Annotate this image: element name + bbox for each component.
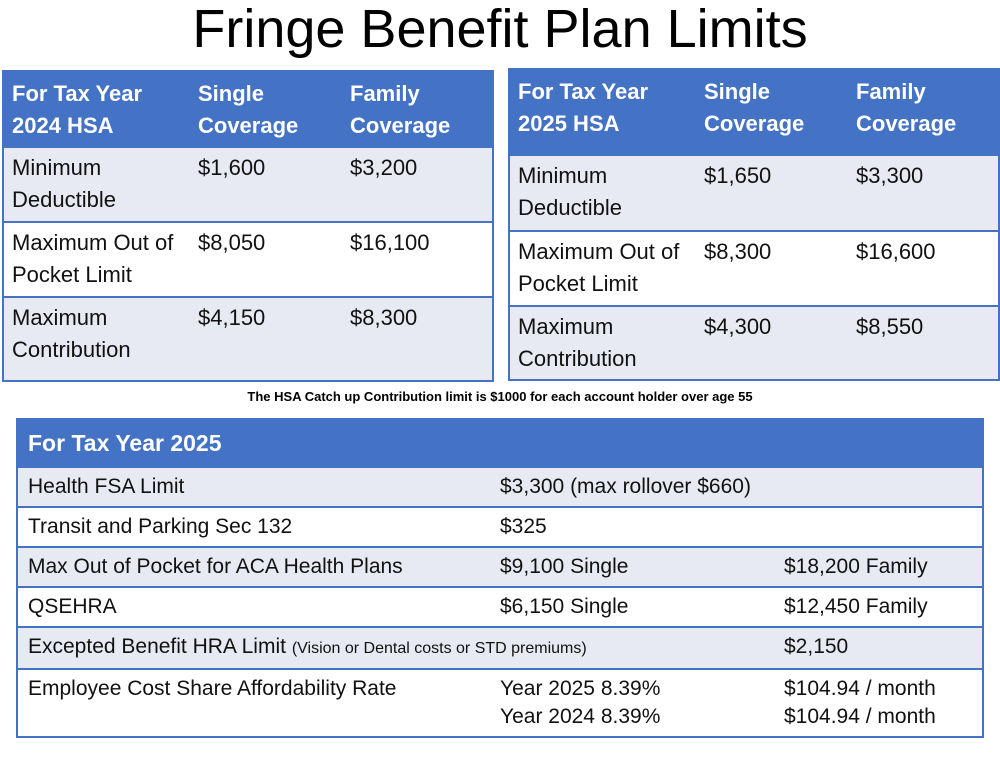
row-label: Maximum Contribution [3, 297, 190, 381]
family-value: $3,300 [848, 155, 999, 231]
row-label: Maximum Contribution [509, 306, 696, 380]
table-row [509, 231, 999, 306]
single-value: $4,300 [696, 306, 848, 380]
limit-label: Excepted Benefit HRA Limit [28, 635, 286, 658]
row-label [17, 627, 774, 669]
single-value: $4,150 [190, 297, 342, 381]
table-header-row [509, 69, 999, 155]
family-value: $16,100 [342, 222, 493, 297]
limit-label: Transit and Parking Sec 132 [28, 515, 293, 538]
row-label [17, 669, 490, 737]
header-cell-family: Family Coverage [342, 71, 493, 147]
family-value: $16,600 [848, 231, 999, 306]
catchup-note: The HSA Catch up Contribution limit is $1000 for each account holder over age 55 [247, 389, 753, 404]
family-value: $3,200 [342, 147, 493, 222]
limit-label: Max Out of Pocket for ACA Health Plans [28, 555, 403, 578]
single-value: $1,600 [190, 147, 342, 222]
table-row [3, 297, 493, 381]
monthly-2024: $104.94 / month [784, 705, 936, 728]
limit-value-2 [774, 669, 983, 737]
limit-value: $3,300 (max rollover $660) [490, 467, 983, 507]
header-cell-year: For Tax Year 2025 HSA [509, 69, 696, 155]
table-row [3, 147, 493, 222]
family-value: $8,300 [342, 297, 493, 381]
rate-2024: Year 2024 8.39% [500, 705, 661, 728]
row-label [17, 587, 490, 627]
header-cell-single: Single Coverage [696, 69, 848, 155]
table-row [17, 627, 983, 669]
row-label: Minimum Deductible [3, 147, 190, 222]
limit-value: $9,100 Single [490, 547, 774, 587]
limit-value-2: $12,450 Family [774, 587, 983, 627]
limit-value-2 [774, 507, 983, 547]
single-value: $8,300 [696, 231, 848, 306]
rate-2025: Year 2025 8.39% [500, 677, 661, 700]
table-row [509, 155, 999, 231]
hsa-2025-table [508, 68, 1000, 381]
other-limits-table [16, 418, 984, 738]
limit-value [490, 669, 774, 737]
header-cell-single: Single Coverage [190, 71, 342, 147]
table-header-row [17, 419, 983, 467]
single-value: $8,050 [190, 222, 342, 297]
row-label [17, 467, 490, 507]
family-value: $8,550 [848, 306, 999, 380]
table-row [17, 587, 983, 627]
limit-value: $6,150 Single [490, 587, 774, 627]
limit-label: QSEHRA [28, 595, 117, 618]
table-row [17, 507, 983, 547]
page-title: Fringe Benefit Plan Limits [192, 0, 808, 59]
header-cell-year: For Tax Year 2024 HSA [3, 71, 190, 147]
table-row [17, 669, 983, 737]
limit-value-2: $18,200 Family [774, 547, 983, 587]
limit-label: Health FSA Limit [28, 475, 185, 498]
single-value: $1,650 [696, 155, 848, 231]
limit-value: $325 [490, 507, 774, 547]
table-row [17, 467, 983, 507]
limit-note: (Vision or Dental costs or STD premiums) [291, 640, 587, 657]
table-row [509, 306, 999, 380]
limit-value-2: $2,150 [774, 627, 983, 669]
row-label [17, 547, 490, 587]
hsa-2024-table [2, 70, 494, 382]
row-label [17, 507, 490, 547]
row-label: Minimum Deductible [509, 155, 696, 231]
table-row [3, 222, 493, 297]
limit-label: Employee Cost Share Affordability Rate [28, 677, 397, 700]
table-header-row [3, 71, 493, 147]
row-label: Maximum Out of Pocket Limit [509, 231, 696, 306]
row-label: Maximum Out of Pocket Limit [3, 222, 190, 297]
table-row [17, 547, 983, 587]
monthly-2025: $104.94 / month [784, 677, 936, 700]
header-cell-family: Family Coverage [848, 69, 999, 155]
header-cell-year: For Tax Year 2025 [17, 419, 983, 467]
